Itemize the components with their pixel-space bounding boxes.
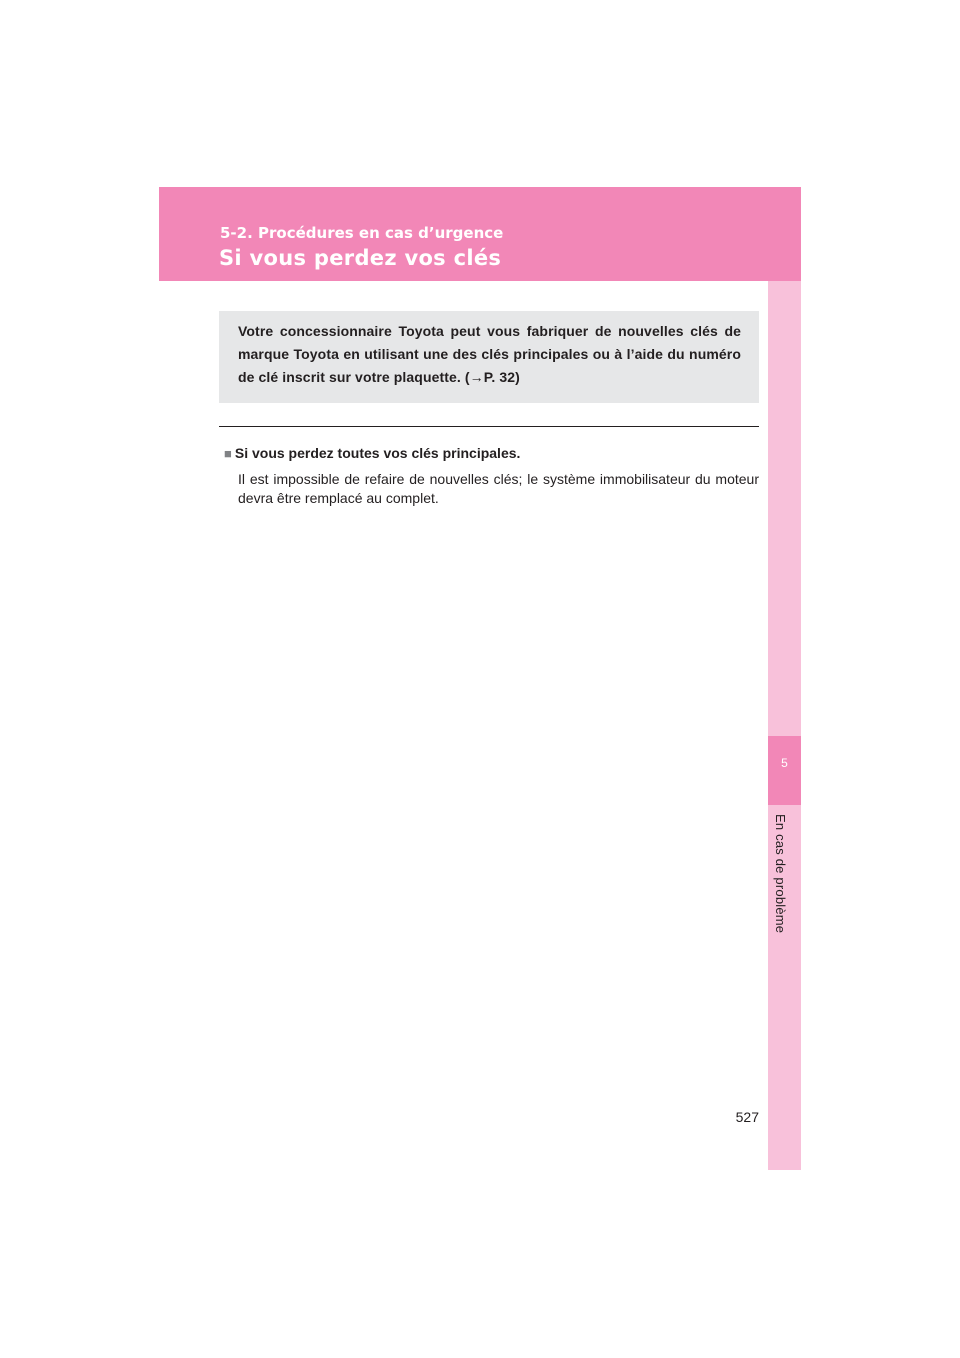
- page-title: Si vous perdez vos clés: [219, 246, 502, 270]
- note-body: Il est impossible de refaire de nouvelles clés; le système immobilisateur du moteur devra être remplacé au complet.: [238, 471, 759, 506]
- intro-box: [219, 311, 759, 403]
- chapter-number: 5: [781, 756, 788, 770]
- section-label: 5-2. Procédures en cas d’urgence: [220, 224, 504, 242]
- chapter-number-box: [768, 736, 801, 805]
- section-header: [159, 187, 801, 281]
- page-number: 527: [735, 1109, 759, 1125]
- note-heading-line: [224, 443, 759, 464]
- note-section: [224, 443, 759, 508]
- chapter-title: En cas de problème: [773, 814, 788, 934]
- divider-rule: [219, 426, 759, 427]
- note-heading: Si vous perdez toutes vos clés principales.: [234, 445, 521, 461]
- chapter-side-tab: [768, 281, 801, 1170]
- square-bullet-icon: ■: [224, 446, 232, 461]
- intro-text: Votre concessionnaire Toyota peut vous fabriquer de nouvelles clés de marque Toyota en utilisant une des clés principales ou à l’aide du numéro de clé inscrit sur votre plaquette. (→P. 32): [238, 323, 741, 385]
